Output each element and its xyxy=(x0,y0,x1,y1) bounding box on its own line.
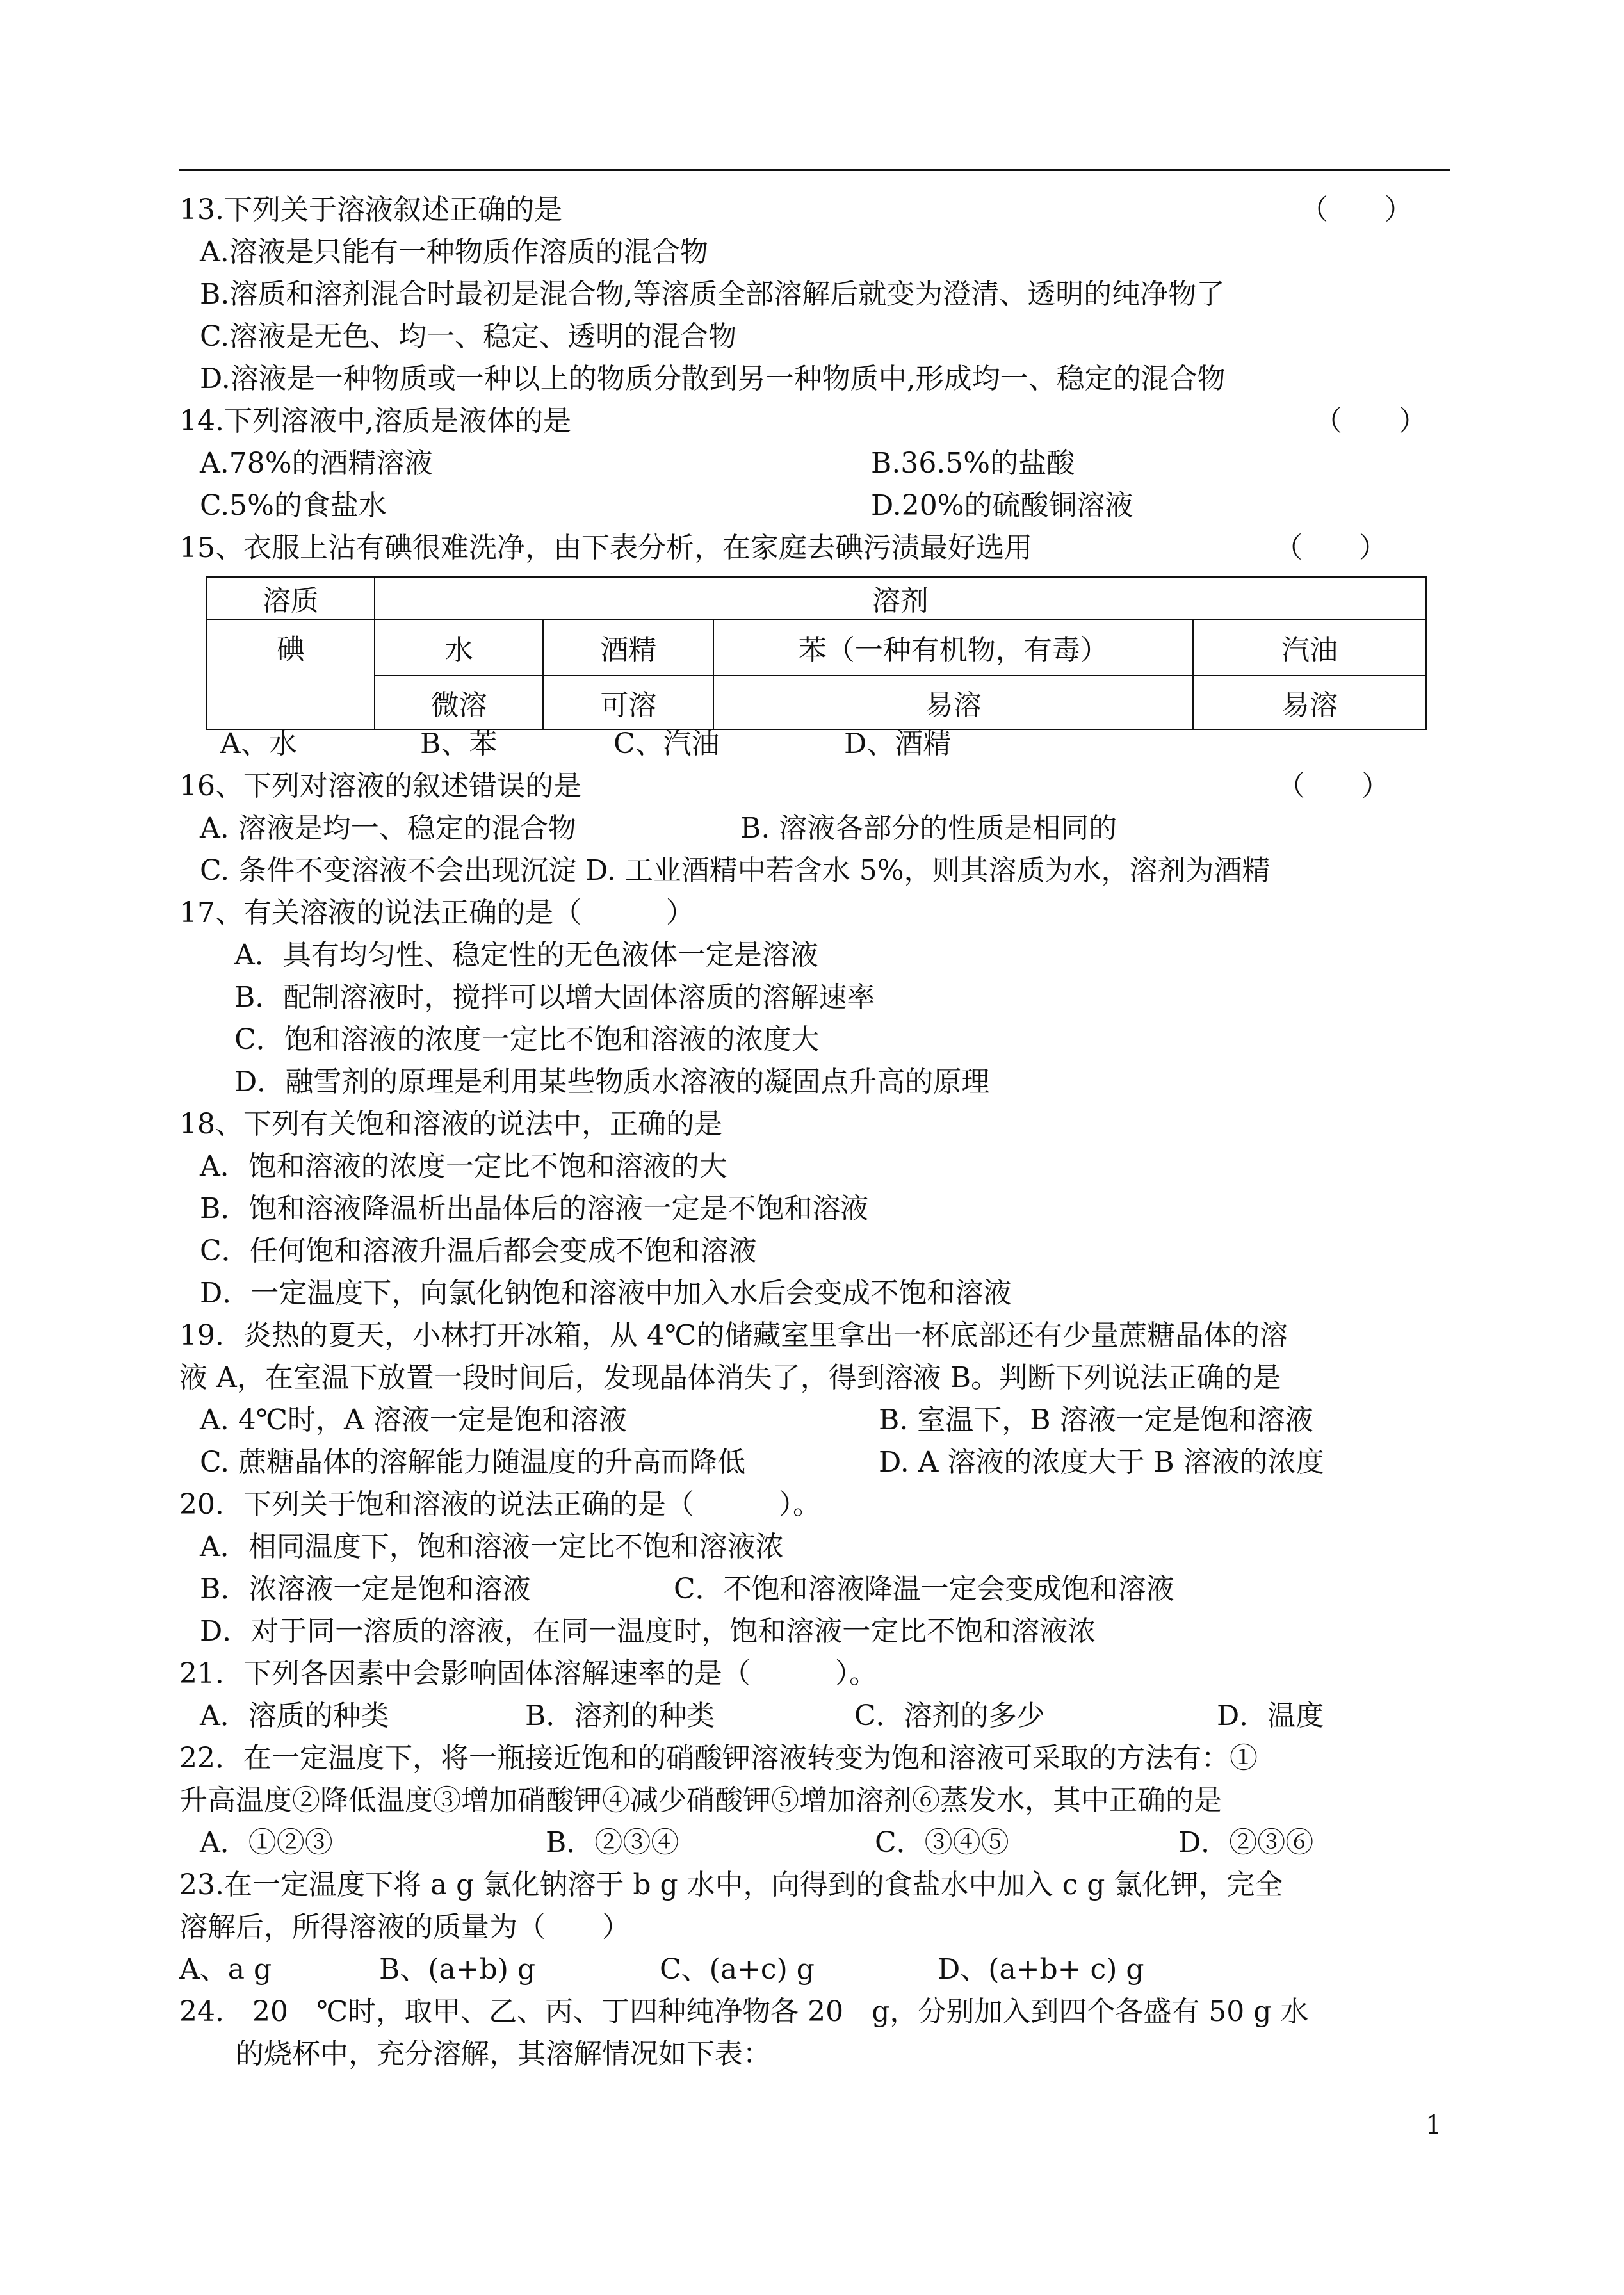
q18-option-b: B．饱和溶液降温析出晶体后的溶液一定是不饱和溶液 xyxy=(200,1192,869,1225)
table-cell-solubility: 可溶 xyxy=(543,676,713,729)
table-cell-solute: 碘 xyxy=(207,619,375,729)
q16-stem: 16、下列对溶液的叙述错误的是 xyxy=(179,770,581,802)
q16-option-a: A. 溶液是均一、稳定的混合物 xyxy=(200,812,576,845)
q19-option-d: D. A 溶液的浓度大于 B 溶液的浓度 xyxy=(879,1446,1324,1479)
q21-option-a: A．溶质的种类 xyxy=(200,1699,389,1732)
q13-option-b: B.溶质和溶剂混合时最初是混合物,等溶质全部溶解后就变为澄清、透明的纯净物了 xyxy=(200,278,1225,311)
q13-option-c: C.溶液是无色、均一、稳定、透明的混合物 xyxy=(200,320,737,353)
q21-option-d: D．温度 xyxy=(1217,1699,1324,1732)
q15-option-d: D、酒精 xyxy=(844,727,952,760)
q22-stem-line2: 升高温度②降低温度③增加硝酸钾④减少硝酸钾⑤增加溶剂⑥蒸发水，其中正确的是 xyxy=(179,1784,1222,1817)
q15-option-c: C、汽油 xyxy=(613,727,720,760)
q15-answer-paren: （ ） xyxy=(1274,531,1387,564)
q20-stem: 20．下列关于饱和溶液的说法正确的是（ ）。 xyxy=(179,1488,821,1521)
q24-stem-line2: 的烧杯中，充分溶解，其溶解情况如下表： xyxy=(236,2038,771,2070)
q14-option-c: C.5%的食盐水 xyxy=(200,489,387,522)
q23-stem-line2: 溶解后，所得溶液的质量为（ ） xyxy=(179,1911,630,1943)
table-cell-solvent: 汽油 xyxy=(1193,619,1426,676)
header-rule xyxy=(179,169,1450,171)
q23-stem-line1: 23.在一定温度下将 a g 氯化钠溶于 b g 水中，向得到的食盐水中加入 c g 氯化钾，完全 xyxy=(179,1869,1283,1901)
q17-option-a: A．具有均匀性、稳定性的无色液体一定是溶液 xyxy=(234,939,818,971)
q20-option-d: D．对于同一溶质的溶液，在同一温度时，饱和溶液一定比不饱和溶液浓 xyxy=(200,1615,1096,1648)
q15-option-b: B、苯 xyxy=(420,727,498,760)
q18-option-d: D．一定温度下，向氯化钠饱和溶液中加入水后会变成不饱和溶液 xyxy=(200,1277,1012,1310)
q16-option-b: B. 溶液各部分的性质是相同的 xyxy=(740,812,1117,845)
q13-option-a: A.溶液是只能有一种物质作溶质的混合物 xyxy=(200,236,708,268)
q16-answer-paren: （ ） xyxy=(1277,770,1390,802)
q24-stem-line1: 24. 20 ℃时，取甲、乙、丙、丁四种纯净物各 20 g，分别加入到四个各盛有 50 g 水 xyxy=(179,1995,1309,2028)
q19-option-c: C. 蔗糖晶体的溶解能力随温度的升高而降低 xyxy=(200,1446,746,1479)
q19-option-b: B. 室温下，B 溶液一定是饱和溶液 xyxy=(879,1404,1313,1436)
table-cell-solubility: 易溶 xyxy=(713,676,1193,729)
q17-option-b: B．配制溶液时，搅拌可以增大固体溶质的溶解速率 xyxy=(234,981,875,1014)
table-cell-solvent: 酒精 xyxy=(543,619,713,676)
table-cell-solubility: 微溶 xyxy=(375,676,544,729)
table-header-solvent: 溶剂 xyxy=(375,577,1426,619)
q22-option-c: C．③④⑤ xyxy=(875,1826,1009,1859)
table-cell-solubility: 易溶 xyxy=(1193,676,1426,729)
q21-option-c: C．溶剂的多少 xyxy=(854,1699,1045,1732)
q23-option-b: B、(a+b) g xyxy=(379,1953,536,1986)
q17-option-c: C．饱和溶液的浓度一定比不饱和溶液的浓度大 xyxy=(234,1023,820,1056)
q21-option-b: B．溶剂的种类 xyxy=(525,1699,715,1732)
q13-stem: 13.下列关于溶液叙述正确的是 xyxy=(179,193,562,226)
q17-option-d: D．融雪剂的原理是利用某些物质水溶液的凝固点升高的原理 xyxy=(234,1066,990,1098)
q18-stem: 18、下列有关饱和溶液的说法中，正确的是 xyxy=(179,1108,722,1140)
q20-option-c: C．不饱和溶液降温一定会变成饱和溶液 xyxy=(674,1573,1174,1605)
q15-option-a: A、水 xyxy=(220,727,297,760)
q14-option-d: D.20%的硫酸铜溶液 xyxy=(871,489,1133,522)
q20-option-a: A．相同温度下，饱和溶液一定比不饱和溶液浓 xyxy=(200,1530,784,1563)
q14-option-b: B.36.5%的盐酸 xyxy=(871,447,1075,480)
q13-option-d: D.溶液是一种物质或一种以上的物质分散到另一种物质中,形成均一、稳定的混合物 xyxy=(200,362,1226,395)
q20-option-b: B．浓溶液一定是饱和溶液 xyxy=(200,1573,531,1605)
q23-option-d: D、(a+b+ c) g xyxy=(938,1953,1144,1986)
q21-stem: 21．下列各因素中会影响固体溶解速率的是（ ）。 xyxy=(179,1657,877,1690)
table-cell-solvent: 水 xyxy=(375,619,544,676)
q19-stem-line2: 液 A，在室温下放置一段时间后，发现晶体消失了，得到溶液 B。判断下列说法正确的是 xyxy=(179,1361,1281,1394)
q18-option-a: A．饱和溶液的浓度一定比不饱和溶液的大 xyxy=(200,1150,727,1183)
q22-stem-line1: 22．在一定温度下，将一瓶接近饱和的硝酸钾溶液转变为饱和溶液可采取的方法有：① xyxy=(179,1742,1258,1774)
q22-option-d: D．②③⑥ xyxy=(1178,1826,1314,1859)
q14-answer-paren: （ ） xyxy=(1314,405,1427,437)
q22-option-b: B．②③④ xyxy=(546,1826,679,1859)
solubility-table xyxy=(206,576,1427,730)
q22-option-a: A．①②③ xyxy=(200,1826,333,1859)
q14-stem: 14.下列溶液中,溶质是液体的是 xyxy=(179,405,571,437)
q17-stem: 17、有关溶液的说法正确的是（ ） xyxy=(179,896,694,929)
q15-stem: 15、衣服上沾有碘很难洗净，由下表分析，在家庭去碘污渍最好选用 xyxy=(179,531,1032,564)
q16-options-cd: C. 条件不变溶液不会出现沉淀 D. 工业酒精中若含水 5%，则其溶质为水，溶剂为酒精 xyxy=(200,854,1271,887)
q19-stem-line1: 19．炎热的夏天，小林打开冰箱，从 4℃的储藏室里拿出一杯底部还有少量蔗糖晶体的溶 xyxy=(179,1319,1288,1352)
table-cell-solvent: 苯（一种有机物，有毒） xyxy=(713,619,1193,676)
q13-answer-paren: （ ） xyxy=(1300,193,1413,226)
q14-option-a: A.78%的酒精溶液 xyxy=(200,447,433,480)
q18-option-c: C．任何饱和溶液升温后都会变成不饱和溶液 xyxy=(200,1235,757,1267)
table-header-solute: 溶质 xyxy=(207,577,375,619)
page-number: 1 xyxy=(1425,2111,1442,2140)
q23-option-c: C、(a+c) g xyxy=(660,1953,815,1986)
q19-option-a: A. 4℃时，A 溶液一定是饱和溶液 xyxy=(200,1404,627,1436)
q23-option-a: A、a g xyxy=(179,1953,272,1986)
